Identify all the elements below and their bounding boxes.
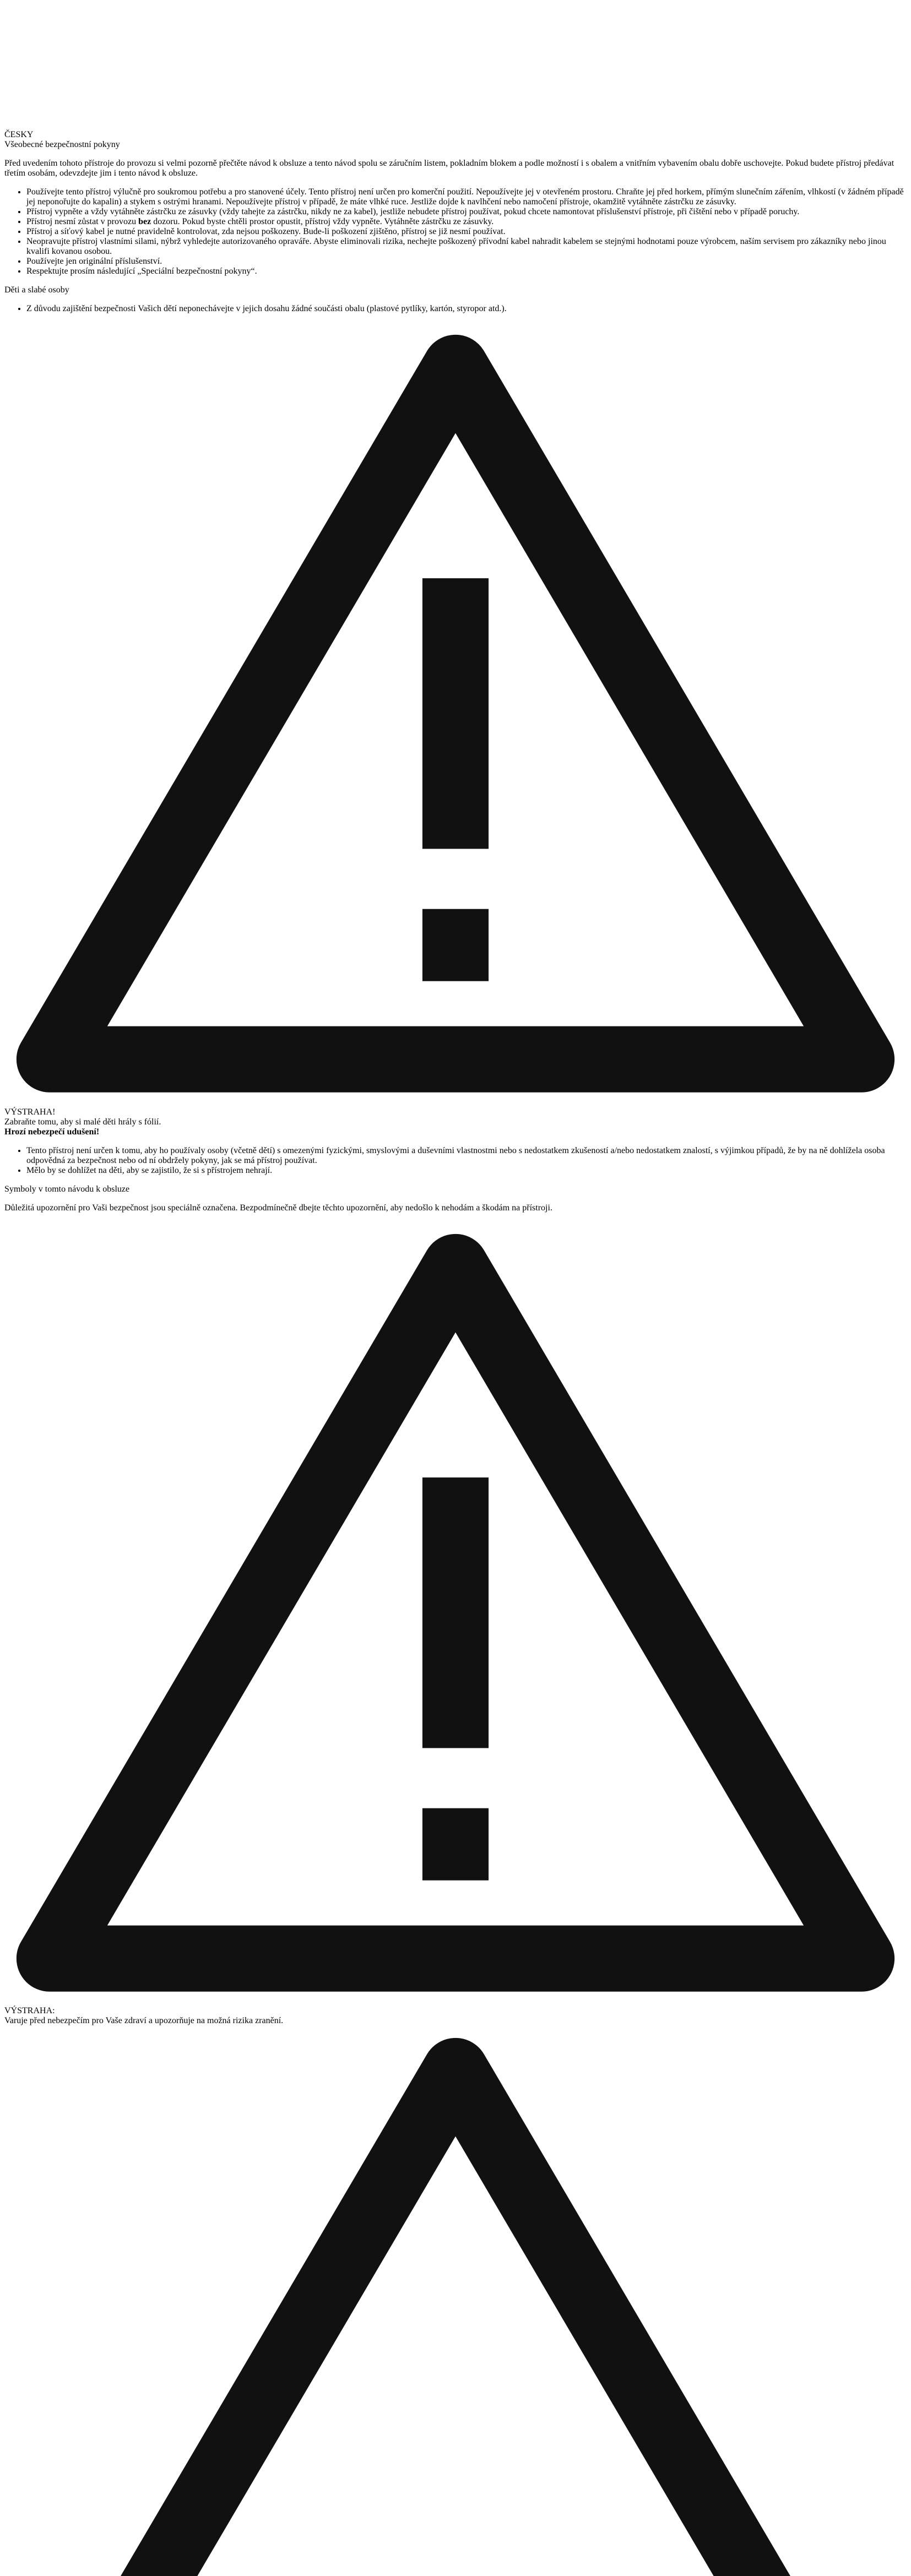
- children-list-2: [4, 1146, 907, 1176]
- list-item: • Neopravujte přístroj vlastními silami, nýbrž vyhledejte autorizovaného opraváře. Abyste eliminovali rizika, nechejte poškozený přívodní kabel nahradit kabelem se stejnými hodnotami pouze výrobcem, naším servisem pro zákazníky nebo jinou kvalifi kovanou osobou.: [26, 237, 907, 257]
- warning-symbol-text: Varuje před nebezpečím pro Vaše zdraví a upozorňuje na možná rizika zranění.: [4, 2016, 284, 2026]
- child-warning-line1: Zabraňte tomu, aby si malé děti hrály s fólií.: [4, 1117, 161, 1127]
- list-item: • Používejte tento přístroj výlučně pro soukromou potřebu a pro stanovené účely. Tento přístroj není určen pro komerční použití. Nepoužívejte jej v otevřeném prostoru. Chraňte jej před horkem, přímým slunečním zářením, vlhkostí (v žádném případě jej neponořujte do kapalin) a stykem s ostrými hranami. Nepoužívejte přístroj v případě, že máte vlhké ruce. Jestliže dojde k navlhčení nebo namočení přístroje, okamžitě vytáhněte zástrčku ze zásuvky.: [26, 187, 907, 207]
- children-list: [4, 304, 907, 314]
- list-item: • Přístroj vypněte a vždy vytáhněte zástrčku ze zásuvky (vždy tahejte za zástrčku, nikdy ne za kabel), jestliže nebudete přístroj používat, pokud chcete namontovat příslušenství přístroje, při čištění nebo v případě poruchy.: [26, 207, 907, 217]
- child-warning-line2: Hrozí nebezpečí udušení!: [4, 1127, 100, 1137]
- intro-paragraph: Před uvedením tohoto přístroje do provozu si velmi pozorně přečtěte návod k obsluze a tento návod spolu se záručním listem, pokladním blokem a podle možností i s obalem a vnitřním vybavením obalu dobře uschovejte. Pokud budete přístroj předávat třetím osobám, odevzdejte jim i tento návod k obsluze.: [4, 159, 894, 178]
- caution-triangle-icon: [4, 2026, 907, 2576]
- caution-symbol-title: [4, 2026, 907, 2576]
- caution-symbol-box: [4, 2026, 907, 2576]
- warning-symbol-box: [4, 1222, 907, 2026]
- page: [4, 4, 907, 2576]
- crop-mark: [4, 4, 6, 35]
- language-tab-label: ČESKY: [4, 130, 34, 139]
- symbols-paragraph: Důležitá upozornění pro Vaši bezpečnost jsou speciálně označena. Bezpodmínečně dbejte těchto upozornění, aby nedošlo k nehodám a škodám na přístroji.: [4, 1203, 552, 1213]
- list-item: • Tento přístroj není určen k tomu, aby ho používaly osoby (včetně dětí) s omezenými fyzickými, smyslovými a duševními vlastnostmi nebo s nedostatkem zkušeností a/nebo nedostatkem znalostí, s výjimkou případů, že by na ně dohlížela osoba odpovědná za bezpečnost nebo od ní obdržely pokyny, jak se má přístroj používat.: [26, 1146, 907, 1166]
- crop-mark: [4, 36, 6, 66]
- warning-symbol-title: VÝSTRAHA:: [4, 1222, 907, 2017]
- general-safety-list: [4, 187, 907, 276]
- list-item: • Přístroj nesmí zůstat v provozu bez dozoru. Pokud byste chtěli prostor opustit, přístroj vždy vypněte. Vytáhněte zástrčku ze zásuvky.: [26, 217, 907, 227]
- crop-mark: [4, 100, 6, 130]
- crop-mark: [4, 99, 29, 100]
- children-heading: Děti a slabé osoby: [4, 285, 69, 295]
- list-item: • Respektujte prosím následující „Speciální bezpečnostní pokyny“.: [26, 267, 907, 276]
- language-tab: [4, 130, 907, 140]
- crop-mark: [4, 67, 29, 68]
- list-item: • Z důvodu zajištění bezpečnosti Vašich dětí neponechávejte v jejich dosahu žádné součásti obalu (plastové pytlíky, kartón, styropor atd.).: [26, 304, 907, 314]
- warning-triangle-icon: [4, 323, 907, 1105]
- crop-mark: [4, 35, 29, 36]
- child-warning-box: [4, 323, 907, 1137]
- child-warning-title: VÝSTRAHA!: [4, 323, 907, 1117]
- warning-triangle-icon: [4, 1222, 907, 2004]
- list-item: • Mělo by se dohlížet na děti, aby se zajistilo, že si s přístrojem nehrají.: [26, 1166, 907, 1176]
- crop-mark: [4, 68, 6, 99]
- left-column: [4, 140, 907, 1176]
- list-item: • Přístroj a síťový kabel je nutné pravidelně kontrolovat, zda nejsou poškozeny. Bude-li poškození zjištěno, přístroj se již nesmí používat.: [26, 227, 907, 237]
- list-item: • Používejte jen originální příslušenství.: [26, 257, 907, 267]
- symbols-heading: Symboly v tomto návodu k obsluze: [4, 1184, 130, 1194]
- right-column: [4, 1184, 907, 2576]
- section-title-general-safety: Všeobecné bezpečnostní pokyny: [4, 140, 120, 149]
